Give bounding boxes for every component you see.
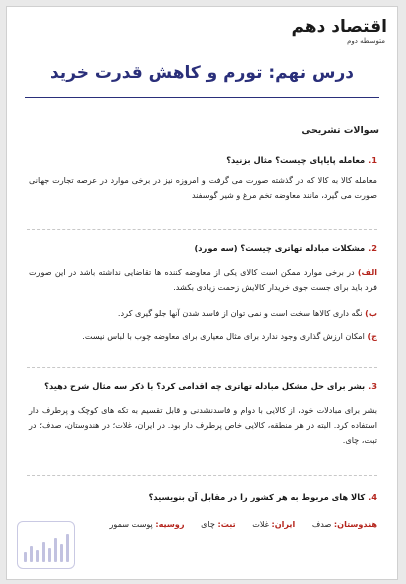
item-text: نگه داری کالاها سخت است و نمی توان از فاسد شدن آنها جلو گیری کرد. (117, 308, 363, 318)
divider (27, 475, 377, 476)
logo-title: اقتصاد دهم (291, 17, 387, 37)
divider (27, 229, 377, 230)
country-item: صدف (311, 519, 332, 529)
country-pair (250, 519, 296, 529)
logo-subtitle: متوسطه دوم (347, 37, 385, 45)
item-text: در برخی موارد ممکن است کالای یکی از معاوضه کننده ها تقاضایی نداشته باشد در این صورت فرد باید برای جست جوی خریدار کالایش زحمت زیادی بکشد. (29, 267, 377, 292)
section-heading: سوالات تشریحی (301, 125, 379, 136)
country-name: تبت: (217, 519, 236, 529)
question-text: بشر برای حل مشکل مبادله تهاتری چه اقدامی کرد؟ با ذکر سه مثال شرح دهید؟ (44, 381, 366, 391)
lesson-title: درس نهم: تورم و کاهش قدرت خرید (49, 63, 354, 83)
answer-2b (29, 306, 377, 321)
item-label: الف) (357, 267, 378, 277)
question-3 (27, 381, 377, 391)
answer-4 (27, 519, 377, 529)
question-text: کالا های مربوط به هر کشور را در مقابل آن بنویسید؟ (148, 492, 366, 502)
country-item: غلات (252, 519, 269, 529)
question-2 (27, 243, 377, 253)
answer-3: بشر برای مبادلات خود، از کالایی با دوام و فاسدنشدنی و قابل تقسیم به تکه های کوچک و پرطرف دار استفاده کرد. البته در هر منطقه، کالایی خاص پرطرف دار بود. در ایران، غلات؛ در هندوستان، صدف؛ در تبت، چای. (29, 405, 377, 445)
country-name: هندوستان: (333, 519, 377, 529)
question-text: مشکلات مبادله تهاتری چیست؟ (سه مورد) (194, 243, 366, 253)
question-4 (27, 492, 377, 502)
country-item: چای (201, 519, 215, 529)
question-1 (27, 155, 377, 165)
country-name: روسیه: (155, 519, 185, 529)
question-number: 1. (368, 155, 377, 165)
country-pair (110, 519, 185, 529)
country-item: پوست سمور (109, 519, 153, 529)
divider (27, 367, 377, 368)
item-label: ب) (365, 308, 377, 318)
country-pair (199, 519, 236, 529)
country-name: ایران: (271, 519, 296, 529)
country-pair (309, 519, 377, 529)
question-number: 2. (368, 243, 377, 253)
question-number: 4. (368, 492, 377, 502)
brand-logo (291, 19, 387, 45)
answer-2a (29, 265, 377, 295)
bar-chart-icon (17, 521, 75, 569)
document-page (6, 6, 398, 580)
question-text: معامله پایاپای چیست؟ مثال بزنید؟ (226, 155, 366, 165)
item-text: امکان ارزش گذاری وجود ندارد برای مثال معیاری برای معاوضه چوب با لباس نیست. (82, 331, 365, 341)
answer-2c (29, 329, 377, 344)
answer-1: معامله کالا به کالا که در گذشته صورت می گرفت و امروزه نیز در برخی موارد در عرصه تجارت جهانی صورت می گیرد، مانند معاوضه تخم مرغ و شیر گوسفند (29, 175, 377, 200)
item-label: ج) (367, 331, 377, 341)
title-divider (25, 97, 379, 98)
question-number: 3. (368, 381, 377, 391)
